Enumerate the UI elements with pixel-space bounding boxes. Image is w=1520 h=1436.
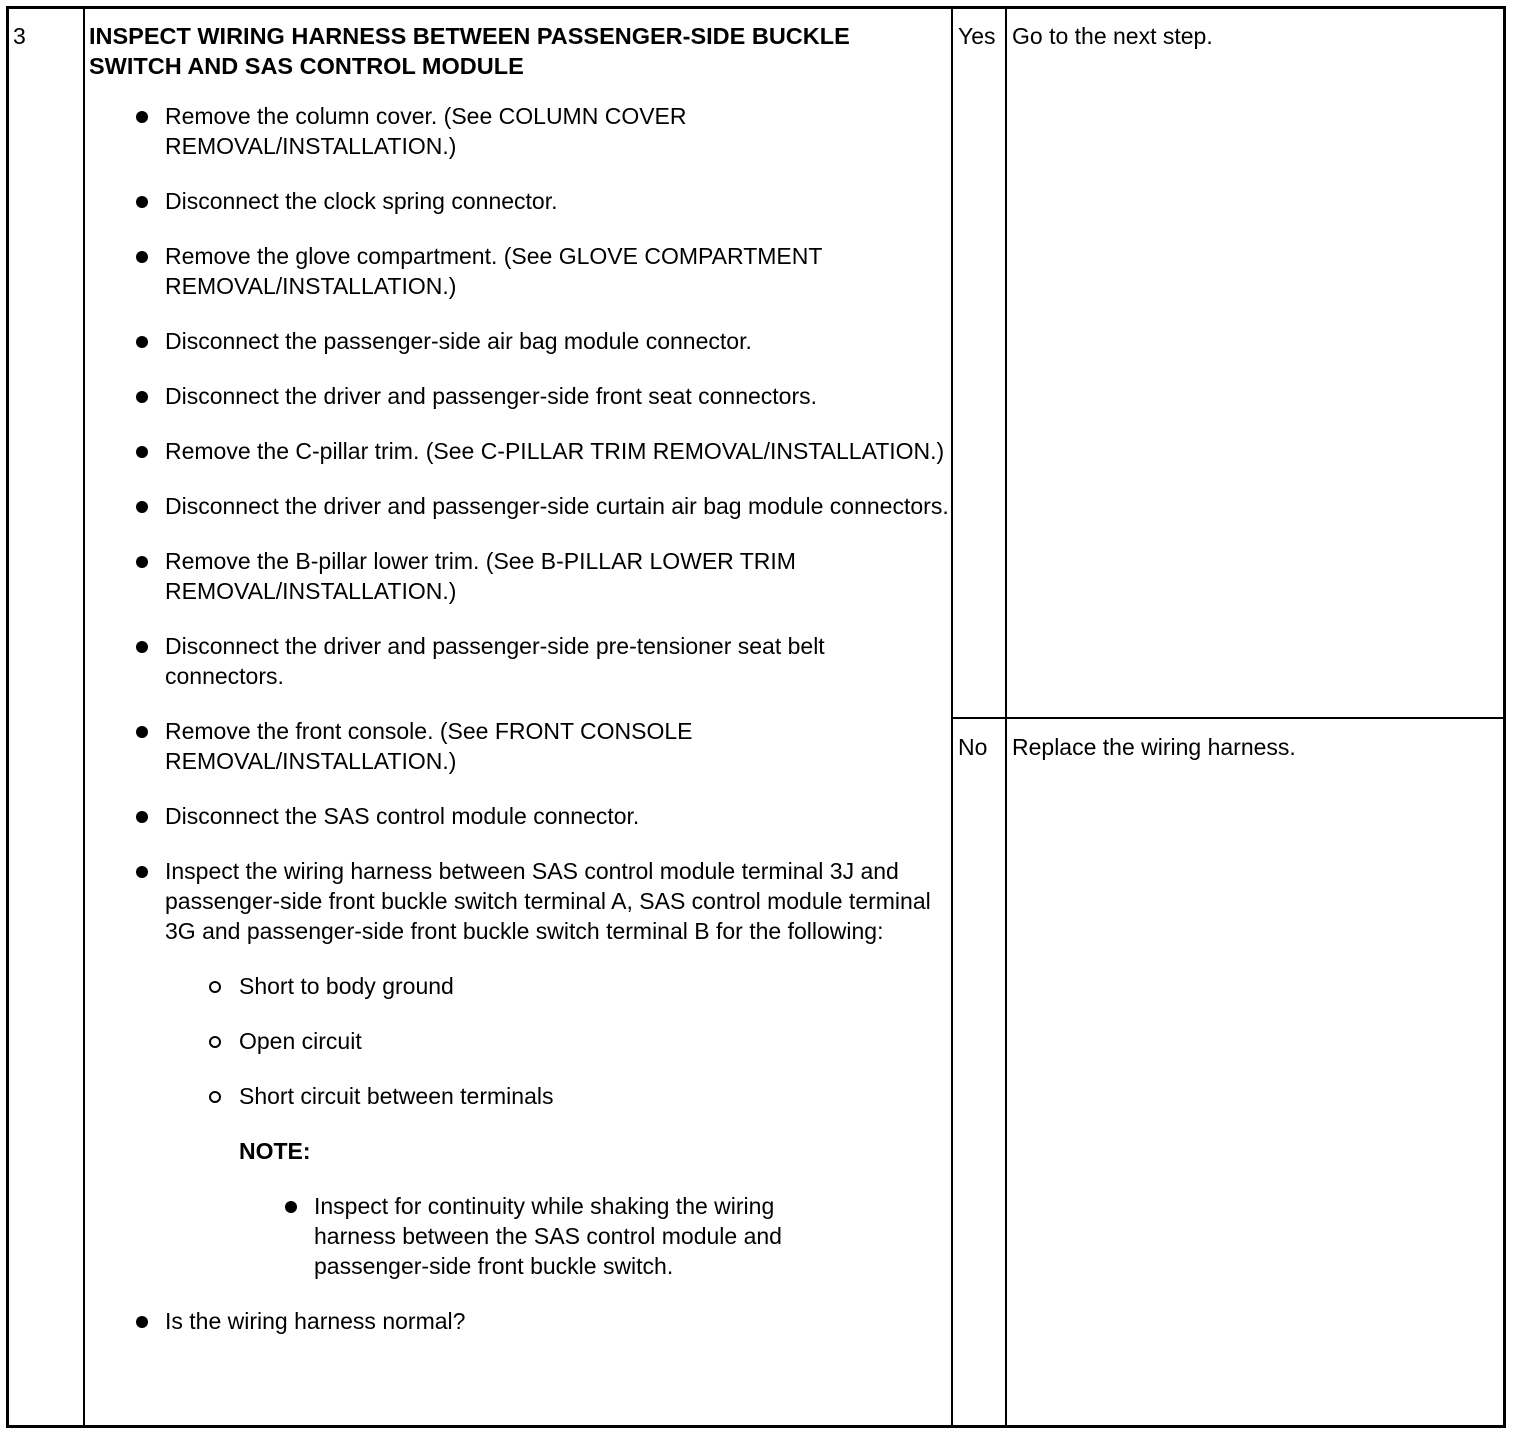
list-item: Remove the column cover. (See COLUMN COVER REMOVAL/INSTALLATION.) [89, 101, 949, 161]
hollow-bullet-icon [209, 1036, 221, 1048]
no-label: No [958, 734, 988, 760]
list-item: Disconnect the driver and passenger-side front seat connectors. [89, 381, 949, 411]
no-action: Replace the wiring harness. [1012, 734, 1296, 760]
note-label: NOTE: [239, 1138, 311, 1164]
hollow-bullet-icon [209, 1091, 221, 1103]
hollow-bullet-icon [209, 981, 221, 993]
yes-action: Go to the next step. [1012, 23, 1213, 49]
list-item: Remove the C-pillar trim. (See C-PILLAR TRIM REMOVAL/INSTALLATION.) [89, 436, 949, 466]
sub-list-item: Short to body ground [89, 971, 949, 1001]
bullet-icon [136, 111, 148, 123]
instruction-list [89, 101, 949, 1361]
list-item: Remove the glove compartment. (See GLOVE COMPARTMENT REMOVAL/INSTALLATION.) [89, 241, 949, 301]
bullet-icon [136, 1316, 148, 1328]
bullet-icon [136, 251, 148, 263]
bullet-icon [136, 501, 148, 513]
sub-list-item: Open circuit [89, 1026, 949, 1056]
bullet-icon [136, 196, 148, 208]
sub-list-item: Short circuit between terminals [89, 1081, 949, 1111]
bullet-icon [136, 556, 148, 568]
bullet-icon [285, 1201, 297, 1213]
list-item: Disconnect the driver and passenger-side pre-tensioner seat belt connectors. [89, 631, 949, 691]
list-item: Inspect the wiring harness between SAS control module terminal 3J and passenger-side front buckle switch terminal A, SAS control module terminal 3G and passenger-side front buckle switch terminal B for the following: [89, 856, 949, 946]
question-item: Is the wiring harness normal? [89, 1306, 949, 1336]
list-item: Remove the front console. (See FRONT CONSOLE REMOVAL/INSTALLATION.) [89, 716, 949, 776]
column-divider [83, 9, 85, 1425]
list-item: Disconnect the clock spring connector. [89, 186, 949, 216]
bullet-icon [136, 336, 148, 348]
bullet-icon [136, 811, 148, 823]
step-number: 3 [13, 23, 26, 49]
row-divider [951, 717, 1503, 719]
list-item: Disconnect the passenger-side air bag module connector. [89, 326, 949, 356]
bullet-icon [136, 446, 148, 458]
list-item: Disconnect the driver and passenger-side curtain air bag module connectors. [89, 491, 949, 521]
list-item: Disconnect the SAS control module connector. [89, 801, 949, 831]
bullet-icon [136, 726, 148, 738]
yes-label: Yes [958, 23, 996, 49]
procedure-table [6, 6, 1506, 1428]
bullet-icon [136, 391, 148, 403]
step-title: INSPECT WIRING HARNESS BETWEEN PASSENGER-SIDE BUCKLE SWITCH AND SAS CONTROL MODULE [89, 23, 850, 79]
bullet-icon [136, 641, 148, 653]
bullet-icon [136, 866, 148, 878]
note-item: Inspect for continuity while shaking the wiring harness between the SAS control module and passenger-side front buckle switch. [89, 1191, 834, 1281]
list-item: Remove the B-pillar lower trim. (See B-PILLAR LOWER TRIM REMOVAL/INSTALLATION.) [89, 546, 949, 606]
